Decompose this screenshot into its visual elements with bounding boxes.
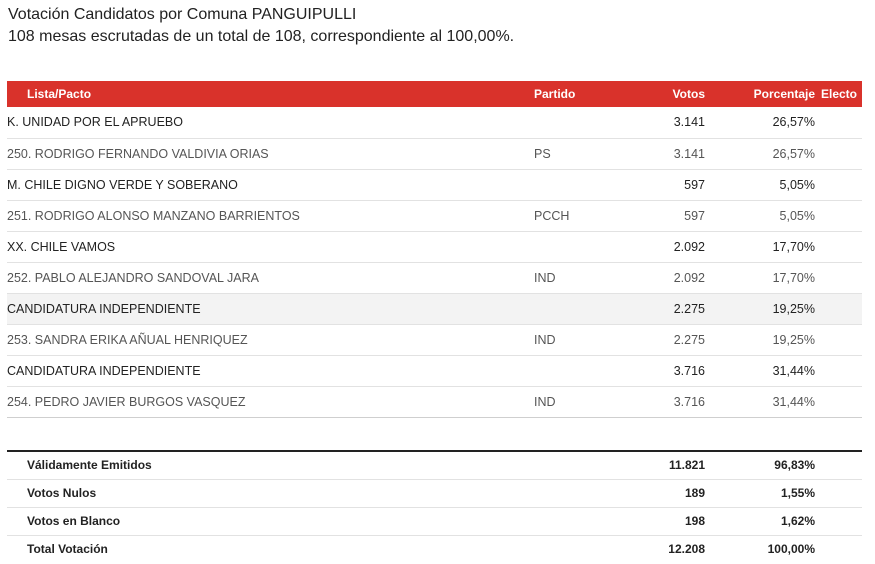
totals-percentage: 100,00% <box>767 542 815 557</box>
row-name: M. CHILE DIGNO VERDE Y SOBERANO <box>7 177 238 192</box>
row-name: CANDIDATURA INDEPENDIENTE <box>7 363 201 378</box>
totals-row-valid <box>7 451 862 479</box>
candidate-row[interactable] <box>7 138 862 169</box>
candidate-row[interactable] <box>7 386 862 417</box>
row-name: 252. PABLO ALEJANDRO SANDOVAL JARA <box>7 270 259 285</box>
row-percentage: 31,44% <box>772 363 815 378</box>
row-percentage: 19,25% <box>772 301 815 316</box>
row-party <box>534 231 624 262</box>
totals-row-total <box>7 535 862 563</box>
row-party <box>534 107 624 138</box>
results-header-row <box>7 81 862 107</box>
row-party <box>534 355 624 386</box>
row-name: 254. PEDRO JAVIER BURGOS VASQUEZ <box>7 394 246 409</box>
row-percentage: 17,70% <box>772 270 815 285</box>
row-votes: 2.092 <box>673 270 705 285</box>
row-name: 253. SANDRA ERIKA AÑUAL HENRIQUEZ <box>7 332 248 347</box>
totals-votes: 12.208 <box>668 542 705 557</box>
pact-row[interactable] <box>7 169 862 200</box>
page-subtitle: 108 mesas escrutadas de un total de 108, correspondiente al 100,00%. <box>8 28 515 45</box>
row-elected <box>815 107 862 138</box>
page-title: Votación Candidatos por Comuna PANGUIPULLI <box>8 6 357 23</box>
row-percentage: 26,57% <box>772 146 815 161</box>
totals-percentage: 1,62% <box>780 514 815 528</box>
row-percentage: 31,44% <box>772 394 815 409</box>
row-party <box>534 169 624 200</box>
totals-row-null <box>7 479 862 507</box>
row-name: 251. RODRIGO ALONSO MANZANO BARRIENTOS <box>7 208 300 223</box>
row-elected <box>815 324 862 355</box>
row-elected <box>815 293 862 324</box>
row-votes: 3.716 <box>673 394 705 409</box>
totals-label: Votos en Blanco <box>27 514 121 528</box>
row-percentage: 17,70% <box>772 239 815 254</box>
row-name: XX. CHILE VAMOS <box>7 239 116 254</box>
column-header-percentage[interactable]: Porcentaje <box>753 87 815 101</box>
row-votes: 3.716 <box>673 363 705 378</box>
row-party <box>534 293 624 324</box>
column-header-party[interactable]: Partido <box>534 87 576 101</box>
row-name: CANDIDATURA INDEPENDIENTE <box>7 301 201 316</box>
row-percentage: 26,57% <box>772 115 815 130</box>
pact-row[interactable] <box>7 231 862 262</box>
row-percentage: 5,05% <box>779 177 815 192</box>
row-elected <box>815 138 862 169</box>
totals-votes: 189 <box>684 486 705 500</box>
results-table <box>7 81 862 418</box>
totals-percentage: 1,55% <box>780 486 815 500</box>
column-header-votes[interactable]: Votos <box>672 87 705 101</box>
totals-label: Válidamente Emitidos <box>27 458 152 473</box>
column-header-list[interactable]: Lista/Pacto <box>27 87 92 101</box>
row-percentage: 19,25% <box>772 332 815 347</box>
row-party: IND <box>534 394 556 409</box>
row-votes: 597 <box>684 208 705 223</box>
pact-row[interactable] <box>7 293 862 324</box>
row-party: IND <box>534 270 556 285</box>
candidate-row[interactable] <box>7 200 862 231</box>
row-votes: 2.092 <box>673 239 705 254</box>
row-votes: 2.275 <box>673 332 705 347</box>
totals-percentage: 96,83% <box>774 458 815 473</box>
row-votes: 597 <box>684 177 705 192</box>
row-elected <box>815 386 862 417</box>
row-votes: 2.275 <box>673 301 705 316</box>
row-party: IND <box>534 332 556 347</box>
candidate-row[interactable] <box>7 324 862 355</box>
totals-label: Total Votación <box>27 542 108 557</box>
totals-votes: 11.821 <box>668 458 705 473</box>
row-votes: 3.141 <box>673 115 705 130</box>
pact-row[interactable] <box>7 107 862 138</box>
page-header <box>8 4 514 48</box>
row-name: K. UNIDAD POR EL APRUEBO <box>7 115 183 130</box>
totals-votes: 198 <box>684 514 705 528</box>
row-elected <box>815 231 862 262</box>
candidate-row[interactable] <box>7 262 862 293</box>
row-party: PS <box>534 146 551 161</box>
row-votes: 3.141 <box>673 146 705 161</box>
pact-row[interactable] <box>7 355 862 386</box>
row-elected <box>815 262 862 293</box>
row-elected <box>815 169 862 200</box>
row-party: PCCH <box>534 208 570 223</box>
row-name: 250. RODRIGO FERNANDO VALDIVIA ORIAS <box>7 146 269 161</box>
totals-label: Votos Nulos <box>27 486 97 500</box>
totals-table <box>7 450 862 563</box>
row-elected <box>815 355 862 386</box>
row-elected <box>815 200 862 231</box>
totals-row-blank <box>7 507 862 535</box>
row-percentage: 5,05% <box>779 208 815 223</box>
column-header-elected[interactable]: Electo <box>820 87 857 101</box>
